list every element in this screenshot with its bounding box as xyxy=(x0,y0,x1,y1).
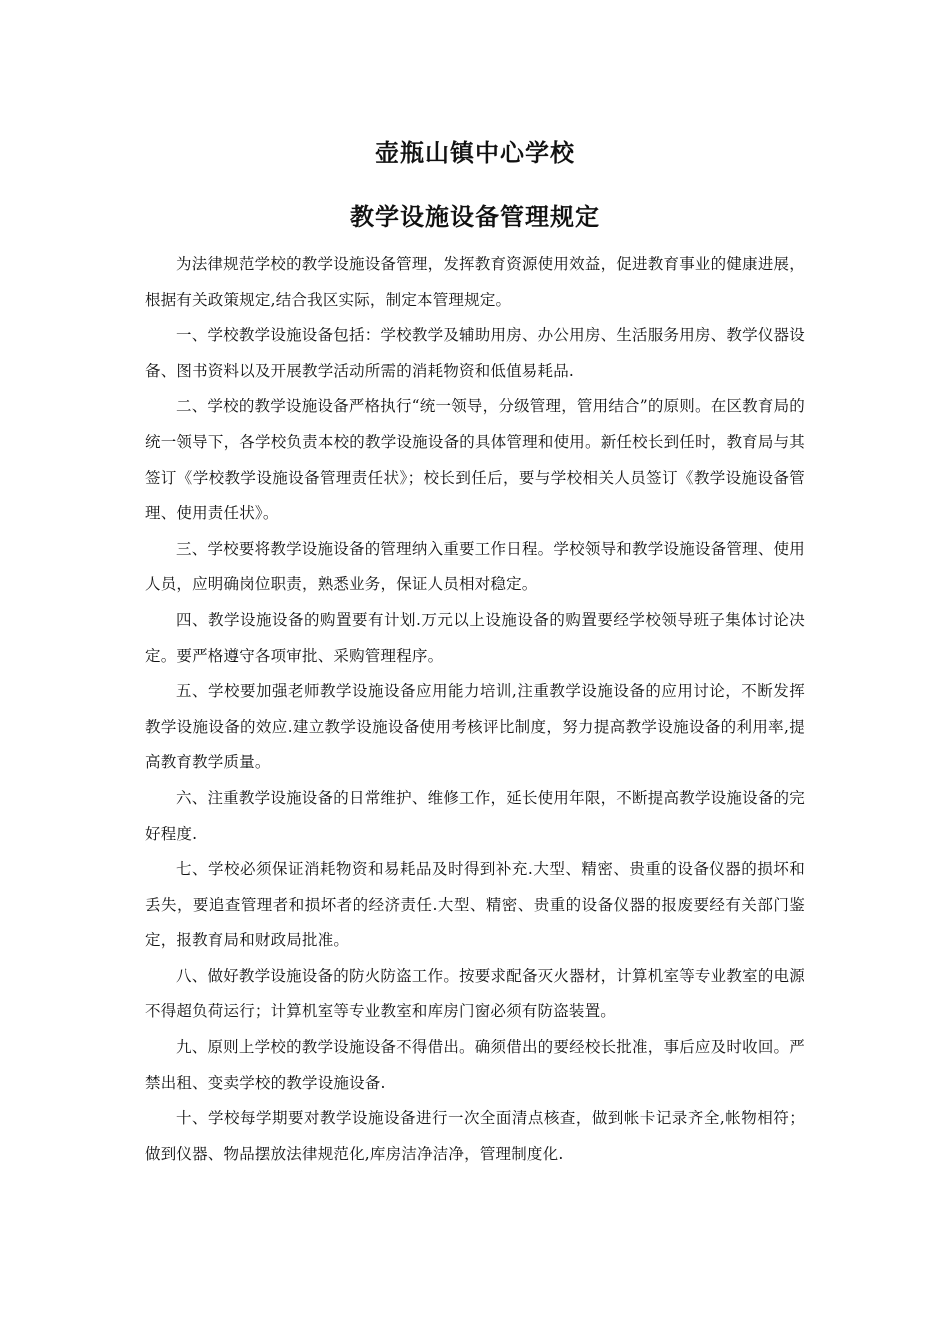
paragraph-4: 四、教学设施设备的购置要有计划.万元以上设施设备的购置要经学校领导班子集体讨论决定。要严格遵守各项审批、采购管理程序。 xyxy=(145,610,805,665)
paragraph-10: 十、学校每学期要对教学设施设备进行一次全面清点核查，做到帐卡记录齐全,帐物相符；做到仪器、物品摆放法律规范化,库房洁净洁净，管理制度化. xyxy=(145,1109,805,1163)
paragraph-1: 一、学校教学设施设备包括：学校教学及辅助用房、办公用房、生活服务用房、教学仪器设备、图书资料以及开展教学活动所需的消耗物资和低值易耗品. xyxy=(145,326,805,380)
document-title: 壶瓶山镇中心学校 xyxy=(375,139,575,167)
paragraph-6: 六、注重教学设施设备的日常维护、维修工作，延长使用年限，不断提高教学设施设备的完好程度. xyxy=(145,788,805,843)
paragraph-7: 七、学校必须保证消耗物资和易耗品及时得到补充.大型、精密、贵重的设备仪器的损坏和丢失，要追查管理者和损坏者的经济责任.大型、精密、贵重的设备仪器的报废要经有关部门鉴定，报教育局和财政局批准。 xyxy=(145,860,805,950)
paragraph-3: 三、学校要将教学设施设备的管理纳入重要工作日程。学校领导和教学设施设备管理、使用人员，应明确岗位职责，熟悉业务，保证人员相对稳定。 xyxy=(145,539,805,594)
paragraph-8: 八、做好教学设施设备的防火防盗工作。按要求配备灭火器材，计算机室等专业教室的电源不得超负荷运行；计算机室等专业教室和库房门窗必须有防盗装置。 xyxy=(145,966,805,1021)
document-body xyxy=(145,247,805,1172)
paragraph-5: 五、学校要加强老师教学设施设备应用能力培训,注重教学设施设备的应用讨论，不断发挥教学设施设备的效应.建立教学设施设备使用考核评比制度，努力提高教学设施设备的利用率,提高教育教学质量。 xyxy=(145,682,805,772)
paragraph-2: 二、学校的教学设施设备严格执行“统一领导，分级管理，管用结合”的原则。在区教育局的统一领导下，各学校负责本校的教学设施设备的具体管理和使用。新任校长到任时，教育局与其签订《学校教学设施设备管理责任状》；校长到任后，要与学校相关人员签订《教学设施设备管理、使用责任状》。 xyxy=(145,397,805,523)
document-subtitle: 教学设施设备管理规定 xyxy=(350,203,600,231)
paragraph-intro: 为法律规范学校的教学设施设备管理，发挥教育资源使用效益，促进教育事业的健康进展，根据有关政策规定,结合我区实际，制定本管理规定。 xyxy=(145,255,805,309)
paragraph-9: 九、原则上学校的教学设施设备不得借出。确须借出的要经校长批准，事后应及时收回。严禁出租、变卖学校的教学设施设备. xyxy=(145,1038,805,1092)
